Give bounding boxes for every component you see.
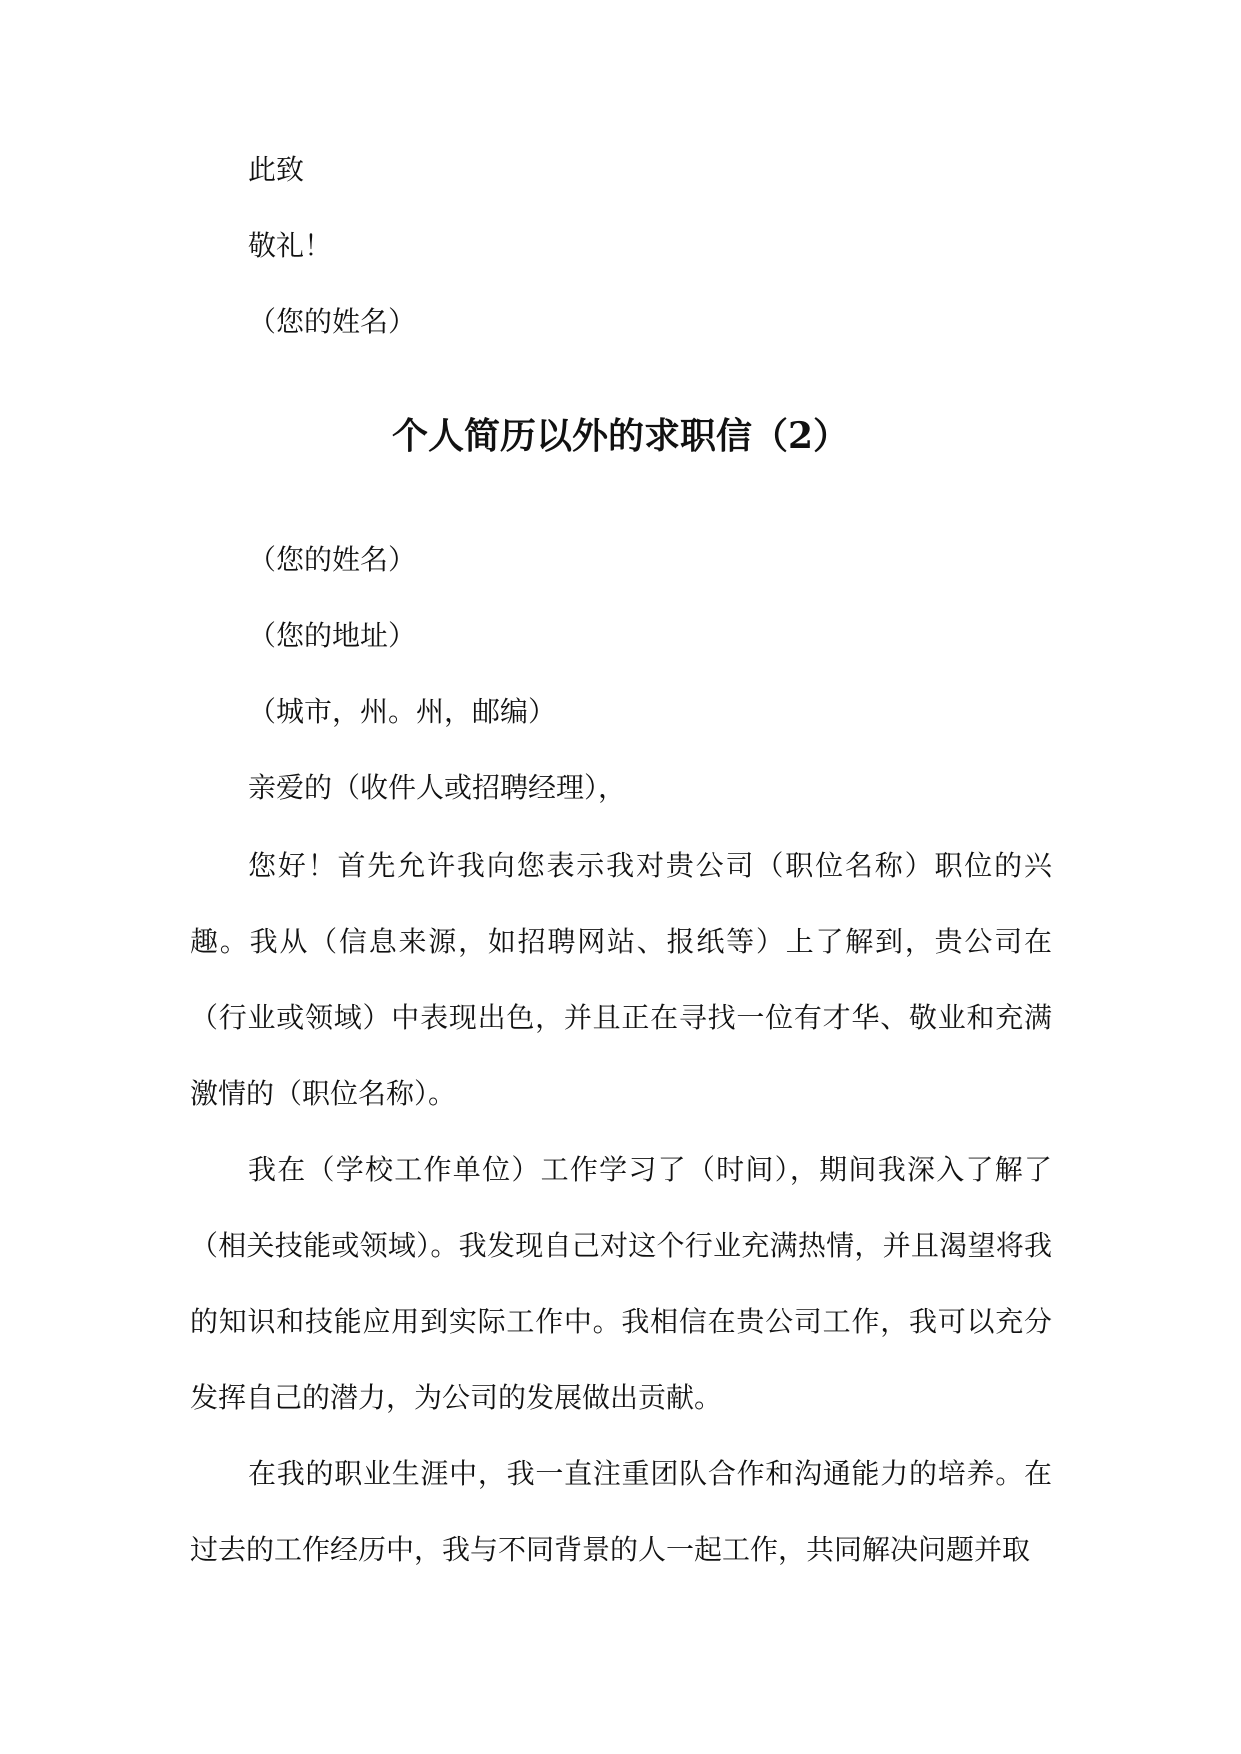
- closing-name: （您的姓名）: [248, 305, 417, 338]
- closing-salutation-1: 此致: [248, 153, 305, 186]
- body-paragraph-2: 我在（学校工作单位）工作学习了（时间），期间我深入了解了（相关技能或领域）。我发现自己对这个行业充满热情，并且渴望将我的知识和技能应用到实际工作中。我相信在贵公司工作，我可以充分发挥自己的潜力，为公司的发展做出贡献。: [190, 1153, 1052, 1414]
- body-paragraph-3: 在我的职业生涯中，我一直注重团队合作和沟通能力的培养。在过去的工作经历中，我与不同背景的人一起工作，共同解决问题并取: [190, 1457, 1052, 1566]
- body-paragraph-1: 您好！首先允许我向您表示我对贵公司（职位名称）职位的兴趣。我从（信息来源，如招聘网站、报纸等）上了解到，贵公司在（行业或领域）中表现出色，并且正在寻找一位有才华、敬业和充满激情的（职位名称）。: [190, 849, 1052, 1110]
- closing-salutation-2: 敬礼！: [248, 229, 333, 262]
- sender-city: （城市，州。州，邮编）: [248, 695, 557, 728]
- greeting: 亲爱的（收件人或招聘经理），: [248, 771, 627, 804]
- sender-name: （您的姓名）: [248, 543, 417, 576]
- section-title: 个人简历以外的求职信（2）: [391, 415, 850, 457]
- sender-address: （您的地址）: [248, 619, 417, 652]
